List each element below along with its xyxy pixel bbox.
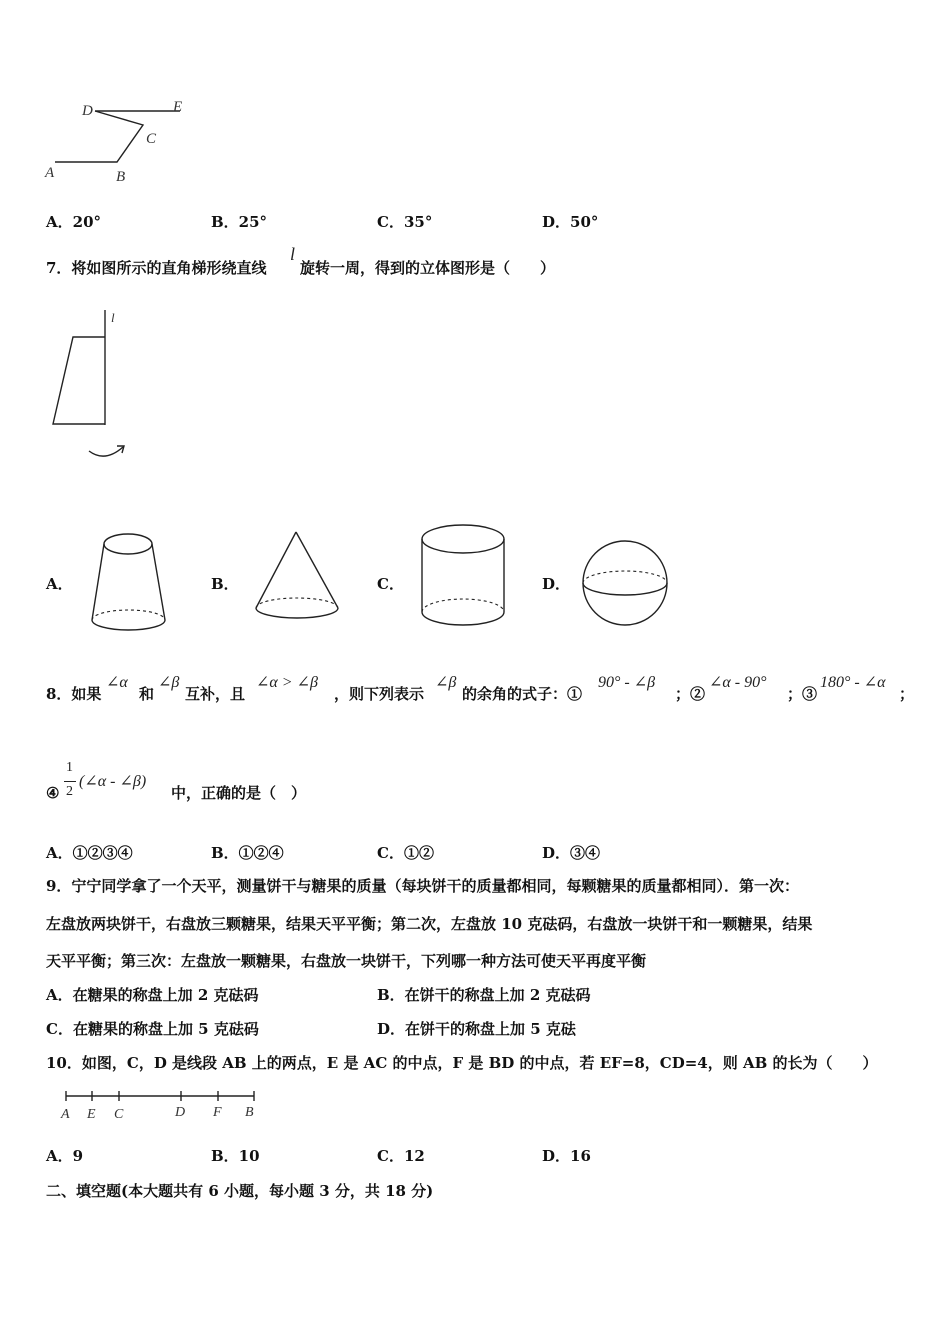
q9-option-a[interactable]: A．在糖果的称盘上加 2 克砝码 [46,986,259,1004]
q8-condition: ∠α > ∠β [256,674,318,691]
q9-line-3: 天平平衡；第三次：左盘放一颗糖果，右盘放一块饼干，下列哪一种方法可使天平再度平衡 [46,952,647,970]
q8-text-4: ，则下列表示 [334,685,425,703]
q8-text-8: ； [899,685,915,703]
q7-line-var: l [290,244,296,264]
q8-text-2: 和 [139,685,155,703]
q9-line-1: 9．宁宁同学拿了一个天平，测量饼干与糖果的质量（每块饼干的质量都相同，每颗糖果的质量都相同）．第一次： [46,877,799,895]
q9-option-d[interactable]: D．在饼干的称盘上加 5 克砝 [377,1020,576,1038]
q8-option-a[interactable]: A．①②③④ [46,844,133,862]
point-f: F [213,1105,222,1120]
q8-text-1: 8．如果 [46,685,102,703]
q8-option-c[interactable]: C．①② [377,844,434,862]
q10-option-d[interactable]: D．16 [542,1147,591,1165]
section-2-title: 二、填空题(本大题共有 6 小题，每小题 3 分，共 18 分) [46,1182,434,1200]
q9-line-2: 左盘放两块饼干，右盘放三颗糖果，结果天平平衡；第二次，左盘放 10 克砝码，右盘放一块饼干和一颗糖果，结果 [46,915,813,933]
q6-angle-figure [40,95,210,190]
q10-option-a[interactable]: A．9 [46,1147,84,1165]
point-e: E [87,1107,96,1122]
label-c: C [146,131,157,147]
label-a: A [45,165,55,181]
q8-frac-den: 2 [66,784,73,799]
q7-option-a[interactable]: A． [46,575,73,593]
cone-shape[interactable] [250,528,350,620]
q6-option-a[interactable]: A．20° [46,213,102,231]
point-c: C [114,1107,124,1122]
q8-beta: ∠β [158,674,180,691]
q6-option-b[interactable]: B．25° [211,213,268,231]
q8-beta-2: ∠β [435,674,457,691]
q8-text-end: 中，正确的是（ ） [171,784,307,802]
q8-expr-1: 90° - ∠β [598,674,656,691]
q7-option-c[interactable]: C． [377,575,404,593]
q8-option-d[interactable]: D．③④ [542,844,601,862]
q8-text-3: 互补，且 [185,685,246,703]
q9-option-c[interactable]: C．在糖果的称盘上加 5 克砝码 [46,1020,259,1038]
q8-expr-3: 180° - ∠α [820,674,886,691]
q10-option-b[interactable]: B．10 [211,1147,260,1165]
label-e: E [173,99,183,115]
point-d: D [175,1105,186,1120]
q8-alpha: ∠α [106,674,128,691]
q10-option-c[interactable]: C．12 [377,1147,425,1165]
q8-expr-4: (∠α - ∠β) [79,773,147,790]
label-d: D [82,103,93,119]
q6-option-c[interactable]: C．35° [377,213,433,231]
q8-frac-num: 1 [66,760,73,775]
q8-text-7: ；③ [787,685,818,703]
q8-circle-4: ④ [46,784,60,802]
point-b: B [245,1105,254,1120]
q6-option-d[interactable]: D．50° [542,213,599,231]
q8-frac-bar [64,781,76,782]
q8-text-6: ；② [675,685,706,703]
q8-text-5: 的余角的式子：① [462,685,583,703]
q10-stem: 10．如图，C，D 是线段 AB 上的两点，E 是 AC 的中点，F 是 BD 的中点，若 EF=8，CD=4，则 AB 的长为（ ） [46,1054,878,1072]
point-a: A [61,1107,70,1122]
frustum-shape[interactable] [88,530,174,640]
q8-expr-2: ∠α - 90° [709,674,767,691]
q9-option-b[interactable]: B．在饼干的称盘上加 2 克砝码 [377,986,591,1004]
q7-stem-pre: 7．将如图所示的直角梯形绕直线 [46,259,267,277]
q7-stem-post: 旋转一周，得到的立体图形是（ ） [300,259,556,277]
sphere-shape[interactable] [583,539,673,631]
q10-segment-figure [56,1088,266,1124]
cylinder-shape[interactable] [418,522,510,632]
q7-option-d[interactable]: D． [542,575,571,593]
axis-label-l: l [111,310,115,325]
label-b: B [116,169,126,185]
q8-option-b[interactable]: B．①②④ [211,844,284,862]
q7-option-b[interactable]: B． [211,575,239,593]
q7-trapezoid-figure [45,305,135,465]
